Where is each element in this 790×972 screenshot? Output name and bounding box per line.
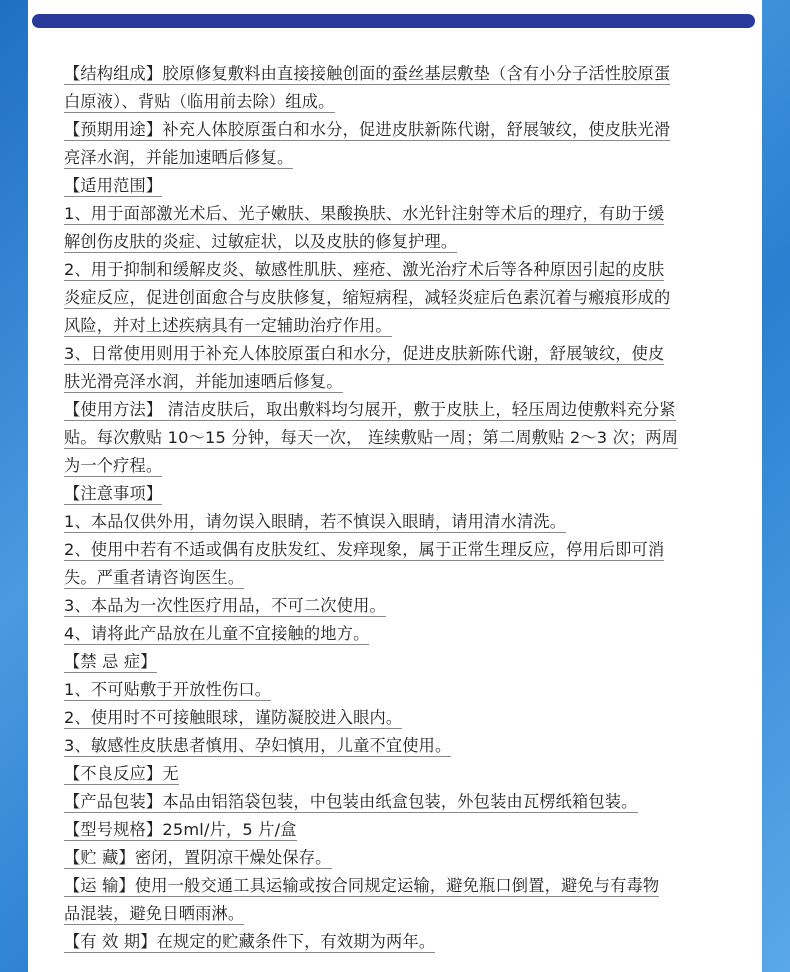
text-line: 【有 效 期】在规定的贮藏条件下，有效期为两年。 xyxy=(64,932,436,951)
text-line: 【产品包装】本品由铝箔袋包装，中包装由纸盒包装，外包装由瓦楞纸箱包装。 xyxy=(64,792,638,811)
text-line: 风险，并对上述疾病具有一定辅助治疗作用。 xyxy=(64,316,392,335)
text-line: 2、用于抑制和缓解皮炎、敏感性肌肤、痤疮、激光治疗术后等各种原因引起的皮肤 xyxy=(64,260,665,279)
text-line: 1、本品仅供外用，请勿误入眼睛，若不慎误入眼睛，请用清水清洗。 xyxy=(64,512,567,531)
product-instructions xyxy=(64,60,736,956)
text-line: 为一个疗程。 xyxy=(64,456,163,475)
text-line: 亮泽水润，并能加速晒后修复。 xyxy=(64,148,294,167)
text-line: 2、使用中若有不适或偶有皮肤发红、发痒现象，属于正常生理反应，停用后即可消 xyxy=(64,540,665,559)
text-line: 炎症反应，促进创面愈合与皮肤修复，缩短病程，减轻炎症后色素沉着与瘢痕形成的 xyxy=(64,288,671,307)
text-line: 【结构组成】胶原修复敷料由直接接触创面的蚕丝基层敷垫（含有小分子活性胶原蛋 xyxy=(64,64,671,83)
header-bar xyxy=(32,14,755,28)
text-line: 肤光滑亮泽水润，并能加速晒后修复。 xyxy=(64,372,343,391)
section-heading: 【禁 忌 症】 xyxy=(64,652,157,671)
text-line: 解创伤皮肤的炎症、过敏症状，以及皮肤的修复护理。 xyxy=(64,232,458,251)
text-line: 2、使用时不可接触眼球，谨防凝胶进入眼内。 xyxy=(64,708,403,727)
text-line: 品混装，避免日晒雨淋。 xyxy=(64,904,245,923)
text-line: 3、日常使用则用于补充人体胶原蛋白和水分，促进皮肤新陈代谢，舒展皱纹，使皮 xyxy=(64,344,665,363)
text-line: 【不良反应】无 xyxy=(64,764,179,783)
section-heading: 【适用范围】 xyxy=(64,176,163,195)
text-line: 白原液）、背贴（临用前去除）组成。 xyxy=(64,92,335,111)
text-line: 贴。每次敷贴 10～15 分钟，每天一次， 连续敷贴一周；第二周敷贴 2～3 次；两周 xyxy=(64,428,679,447)
text-line: 【使用方法】 清洁皮肤后，取出敷料均匀展开，敷于皮肤上，轻压周边使敷料充分紧 xyxy=(64,400,676,419)
text-line: 失。严重者请咨询医生。 xyxy=(64,568,245,587)
text-line: 3、敏感性皮肤患者慎用、孕妇慎用，儿童不宜使用。 xyxy=(64,736,452,755)
text-line: 【贮 藏】密闭，置阴凉干燥处保存。 xyxy=(64,848,332,867)
section-heading: 【注意事项】 xyxy=(64,484,163,503)
text-line: 【运 输】使用一般交通工具运输或按合同规定运输，避免瓶口倒置，避免与有毒物 xyxy=(64,876,660,895)
text-line: 3、本品为一次性医疗用品，不可二次使用。 xyxy=(64,596,386,615)
text-line: 4、请将此产品放在儿童不宜接触的地方。 xyxy=(64,624,370,643)
text-line: 1、不可贴敷于开放性伤口。 xyxy=(64,680,272,699)
text-line: 【预期用途】补充人体胶原蛋白和水分，促进皮肤新陈代谢，舒展皱纹，使皮肤光滑 xyxy=(64,120,671,139)
text-line: 【型号规格】25ml/片，5 片/盒 xyxy=(64,820,297,839)
text-line: 1、用于面部激光术后、光子嫩肤、果酸换肤、水光针注射等术后的理疗，有助于缓 xyxy=(64,204,665,223)
